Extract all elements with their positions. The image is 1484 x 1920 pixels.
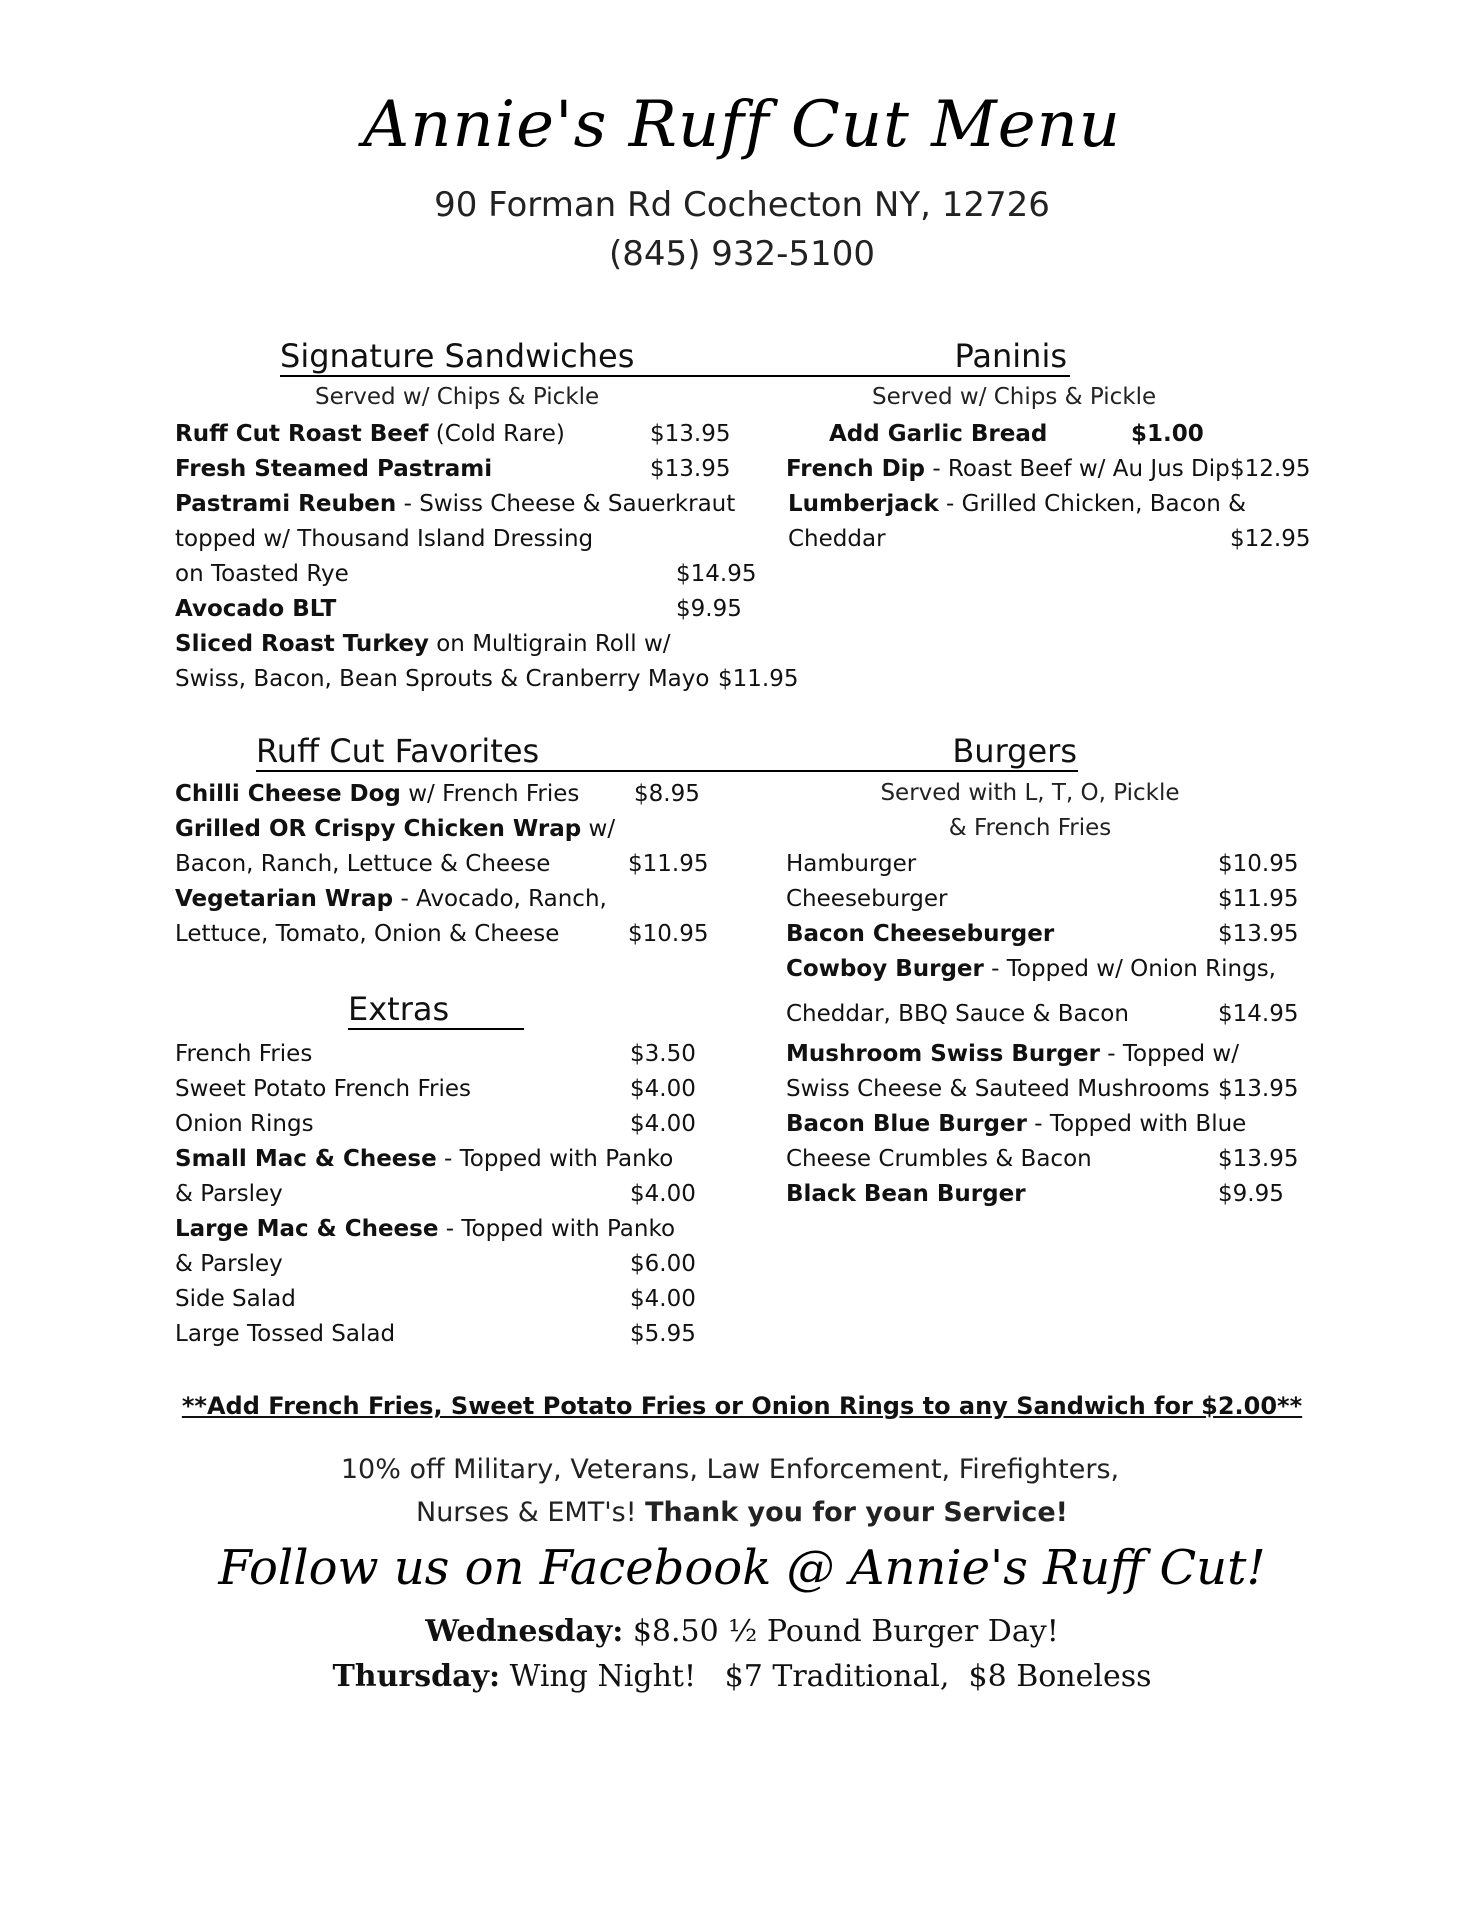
price-bacon-blue-burger: $13.95 — [1218, 1146, 1299, 1172]
price-pastrami-reuben: $14.95 — [676, 561, 757, 587]
thursday-special: Thursday: Wing Night! $7 Traditional, $8 Boneless — [332, 1659, 1152, 1694]
menu-item-desc: Lettuce, Tomato, Onion & Cheese — [175, 921, 560, 947]
menu-title: Annie's Ruff Cut Menu — [363, 88, 1121, 162]
menu-item-desc: Swiss, Bacon, Bean Sprouts & Cranberry Mayo — [175, 666, 710, 692]
price-avocado-blt: $9.95 — [676, 596, 742, 622]
menu-item-large-tossed-salad: Large Tossed Salad — [175, 1321, 396, 1347]
extras-heading-text: Extras — [348, 990, 450, 1028]
menu-item-sliced-roast-turkey: Sliced Roast Turkey on Multigrain Roll w/ — [175, 631, 671, 657]
discount-line-1: 10% off Military, Veterans, Law Enforcement, Firefighters, — [340, 1454, 1120, 1485]
burgers-heading-text: Burgers — [952, 732, 1077, 770]
thank-you-text: Thank you for your Service! — [645, 1497, 1068, 1528]
price-black-bean-burger: $9.95 — [1218, 1181, 1284, 1207]
menu-item-small-mac-cheese: Small Mac & Cheese - Topped with Panko — [175, 1146, 674, 1172]
menu-item-desc: Cheddar, BBQ Sauce & Bacon — [786, 1001, 1129, 1027]
menu-item-chilli-cheese-dog: Chilli Cheese Dog w/ French Fries — [175, 781, 580, 807]
menu-item-desc: & Parsley — [175, 1251, 283, 1277]
menu-item-desc: Swiss Cheese & Sauteed Mushrooms — [786, 1076, 1210, 1102]
price-sliced-roast-turkey: $11.95 — [718, 666, 799, 692]
extras-heading — [348, 990, 524, 1030]
menu-item-bacon-blue-burger: Bacon Blue Burger - Topped with Blue — [786, 1111, 1247, 1137]
menu-item-sweet-potato-fries: Sweet Potato French Fries — [175, 1076, 471, 1102]
phone: (845) 932-5100 — [609, 234, 875, 274]
address: 90 Forman Rd Cochecton NY, 12726 — [434, 185, 1050, 225]
price-side-salad: $4.00 — [630, 1286, 696, 1312]
burgers-heading — [760, 732, 1078, 772]
paninis-heading — [760, 337, 1070, 377]
price-fresh-steamed-pastrami: $13.95 — [650, 456, 731, 482]
menu-item-hamburger: Hamburger — [786, 851, 917, 877]
menu-item-desc: Cheese Crumbles & Bacon — [786, 1146, 1092, 1172]
price-cowboy-burger: $14.95 — [1218, 1001, 1299, 1027]
price-chilli-cheese-dog: $8.95 — [634, 781, 700, 807]
favorites-heading — [256, 732, 760, 772]
menu-item-bacon-cheeseburger: Bacon Cheeseburger — [786, 921, 1055, 947]
price-garlic-bread: $1.00 — [1131, 421, 1204, 447]
addon-garlic-bread: Add Garlic Bread — [829, 421, 1048, 447]
price-french-dip: $12.95 — [1230, 456, 1311, 482]
menu-item-desc: on Toasted Rye — [175, 561, 349, 587]
price-vegetarian-wrap: $10.95 — [628, 921, 709, 947]
menu-item-cowboy-burger: Cowboy Burger - Topped w/ Onion Rings, — [786, 956, 1276, 982]
price-chicken-wrap: $11.95 — [628, 851, 709, 877]
price-ruff-cut-roast-beef: $13.95 — [650, 421, 731, 447]
menu-item-desc: topped w/ Thousand Island Dressing — [175, 526, 594, 552]
menu-item-pastrami-reuben: Pastrami Reuben - Swiss Cheese & Sauerkraut — [175, 491, 736, 517]
price-sweet-potato-fries: $4.00 — [630, 1076, 696, 1102]
menu-item-chicken-wrap: Grilled OR Crispy Chicken Wrap w/ — [175, 816, 616, 842]
facebook-follow: Follow us on Facebook @ Annie's Ruff Cut! — [218, 1540, 1266, 1596]
paninis-note: Served w/ Chips & Pickle — [872, 384, 1157, 410]
menu-item-fresh-steamed-pastrami: Fresh Steamed Pastrami — [175, 456, 493, 482]
price-small-mac-cheese: $4.00 — [630, 1181, 696, 1207]
price-cheeseburger: $11.95 — [1218, 886, 1299, 912]
menu-item-large-mac-cheese: Large Mac & Cheese - Topped with Panko — [175, 1216, 676, 1242]
menu-item-mushroom-swiss-burger: Mushroom Swiss Burger - Topped w/ — [786, 1041, 1239, 1067]
price-mushroom-swiss-burger: $13.95 — [1218, 1076, 1299, 1102]
favorites-heading-text: Ruff Cut Favorites — [256, 732, 540, 770]
discount-line-2: Nurses & EMT's! Thank you for your Service! — [416, 1497, 1068, 1528]
menu-item-french-dip: French Dip - Roast Beef w/ Au Jus Dip — [786, 456, 1230, 482]
paninis-heading-text: Paninis — [954, 337, 1067, 375]
menu-item-side-salad: Side Salad — [175, 1286, 296, 1312]
burgers-note-2: & French Fries — [948, 815, 1112, 841]
menu-item-cheeseburger: Cheeseburger — [786, 886, 948, 912]
price-large-mac-cheese: $6.00 — [630, 1251, 696, 1277]
menu-item-avocado-blt: Avocado BLT — [175, 596, 337, 622]
signature-note: Served w/ Chips & Pickle — [315, 384, 600, 410]
menu-item-vegetarian-wrap: Vegetarian Wrap - Avocado, Ranch, — [175, 886, 607, 912]
price-lumberjack: $12.95 — [1230, 526, 1311, 552]
menu-item-french-fries: French Fries — [175, 1041, 313, 1067]
price-hamburger: $10.95 — [1218, 851, 1299, 877]
burgers-note: Served with L, T, O, Pickle — [880, 780, 1180, 806]
wednesday-special: Wednesday: $8.50 ½ Pound Burger Day! — [425, 1614, 1059, 1649]
menu-item-desc: Cheddar — [788, 526, 886, 552]
price-onion-rings: $4.00 — [630, 1111, 696, 1137]
menu-item-black-bean-burger: Black Bean Burger — [786, 1181, 1026, 1207]
signature-heading-text: Signature Sandwiches — [280, 337, 635, 375]
menu-item-onion-rings: Onion Rings — [175, 1111, 314, 1137]
menu-item-desc: & Parsley — [175, 1181, 283, 1207]
price-bacon-cheeseburger: $13.95 — [1218, 921, 1299, 947]
menu-item-lumberjack: Lumberjack - Grilled Chicken, Bacon & — [788, 491, 1247, 517]
addon-sides-line: **Add French Fries, Sweet Potato Fries or Onion Rings to any Sandwich for $2.00** — [181, 1392, 1303, 1420]
menu-item-desc: Bacon, Ranch, Lettuce & Cheese — [175, 851, 551, 877]
price-french-fries: $3.50 — [630, 1041, 696, 1067]
signature-heading — [280, 337, 760, 377]
price-large-tossed-salad: $5.95 — [630, 1321, 696, 1347]
menu-item-ruff-cut-roast-beef: Ruff Cut Roast Beef (Cold Rare) — [175, 421, 565, 447]
